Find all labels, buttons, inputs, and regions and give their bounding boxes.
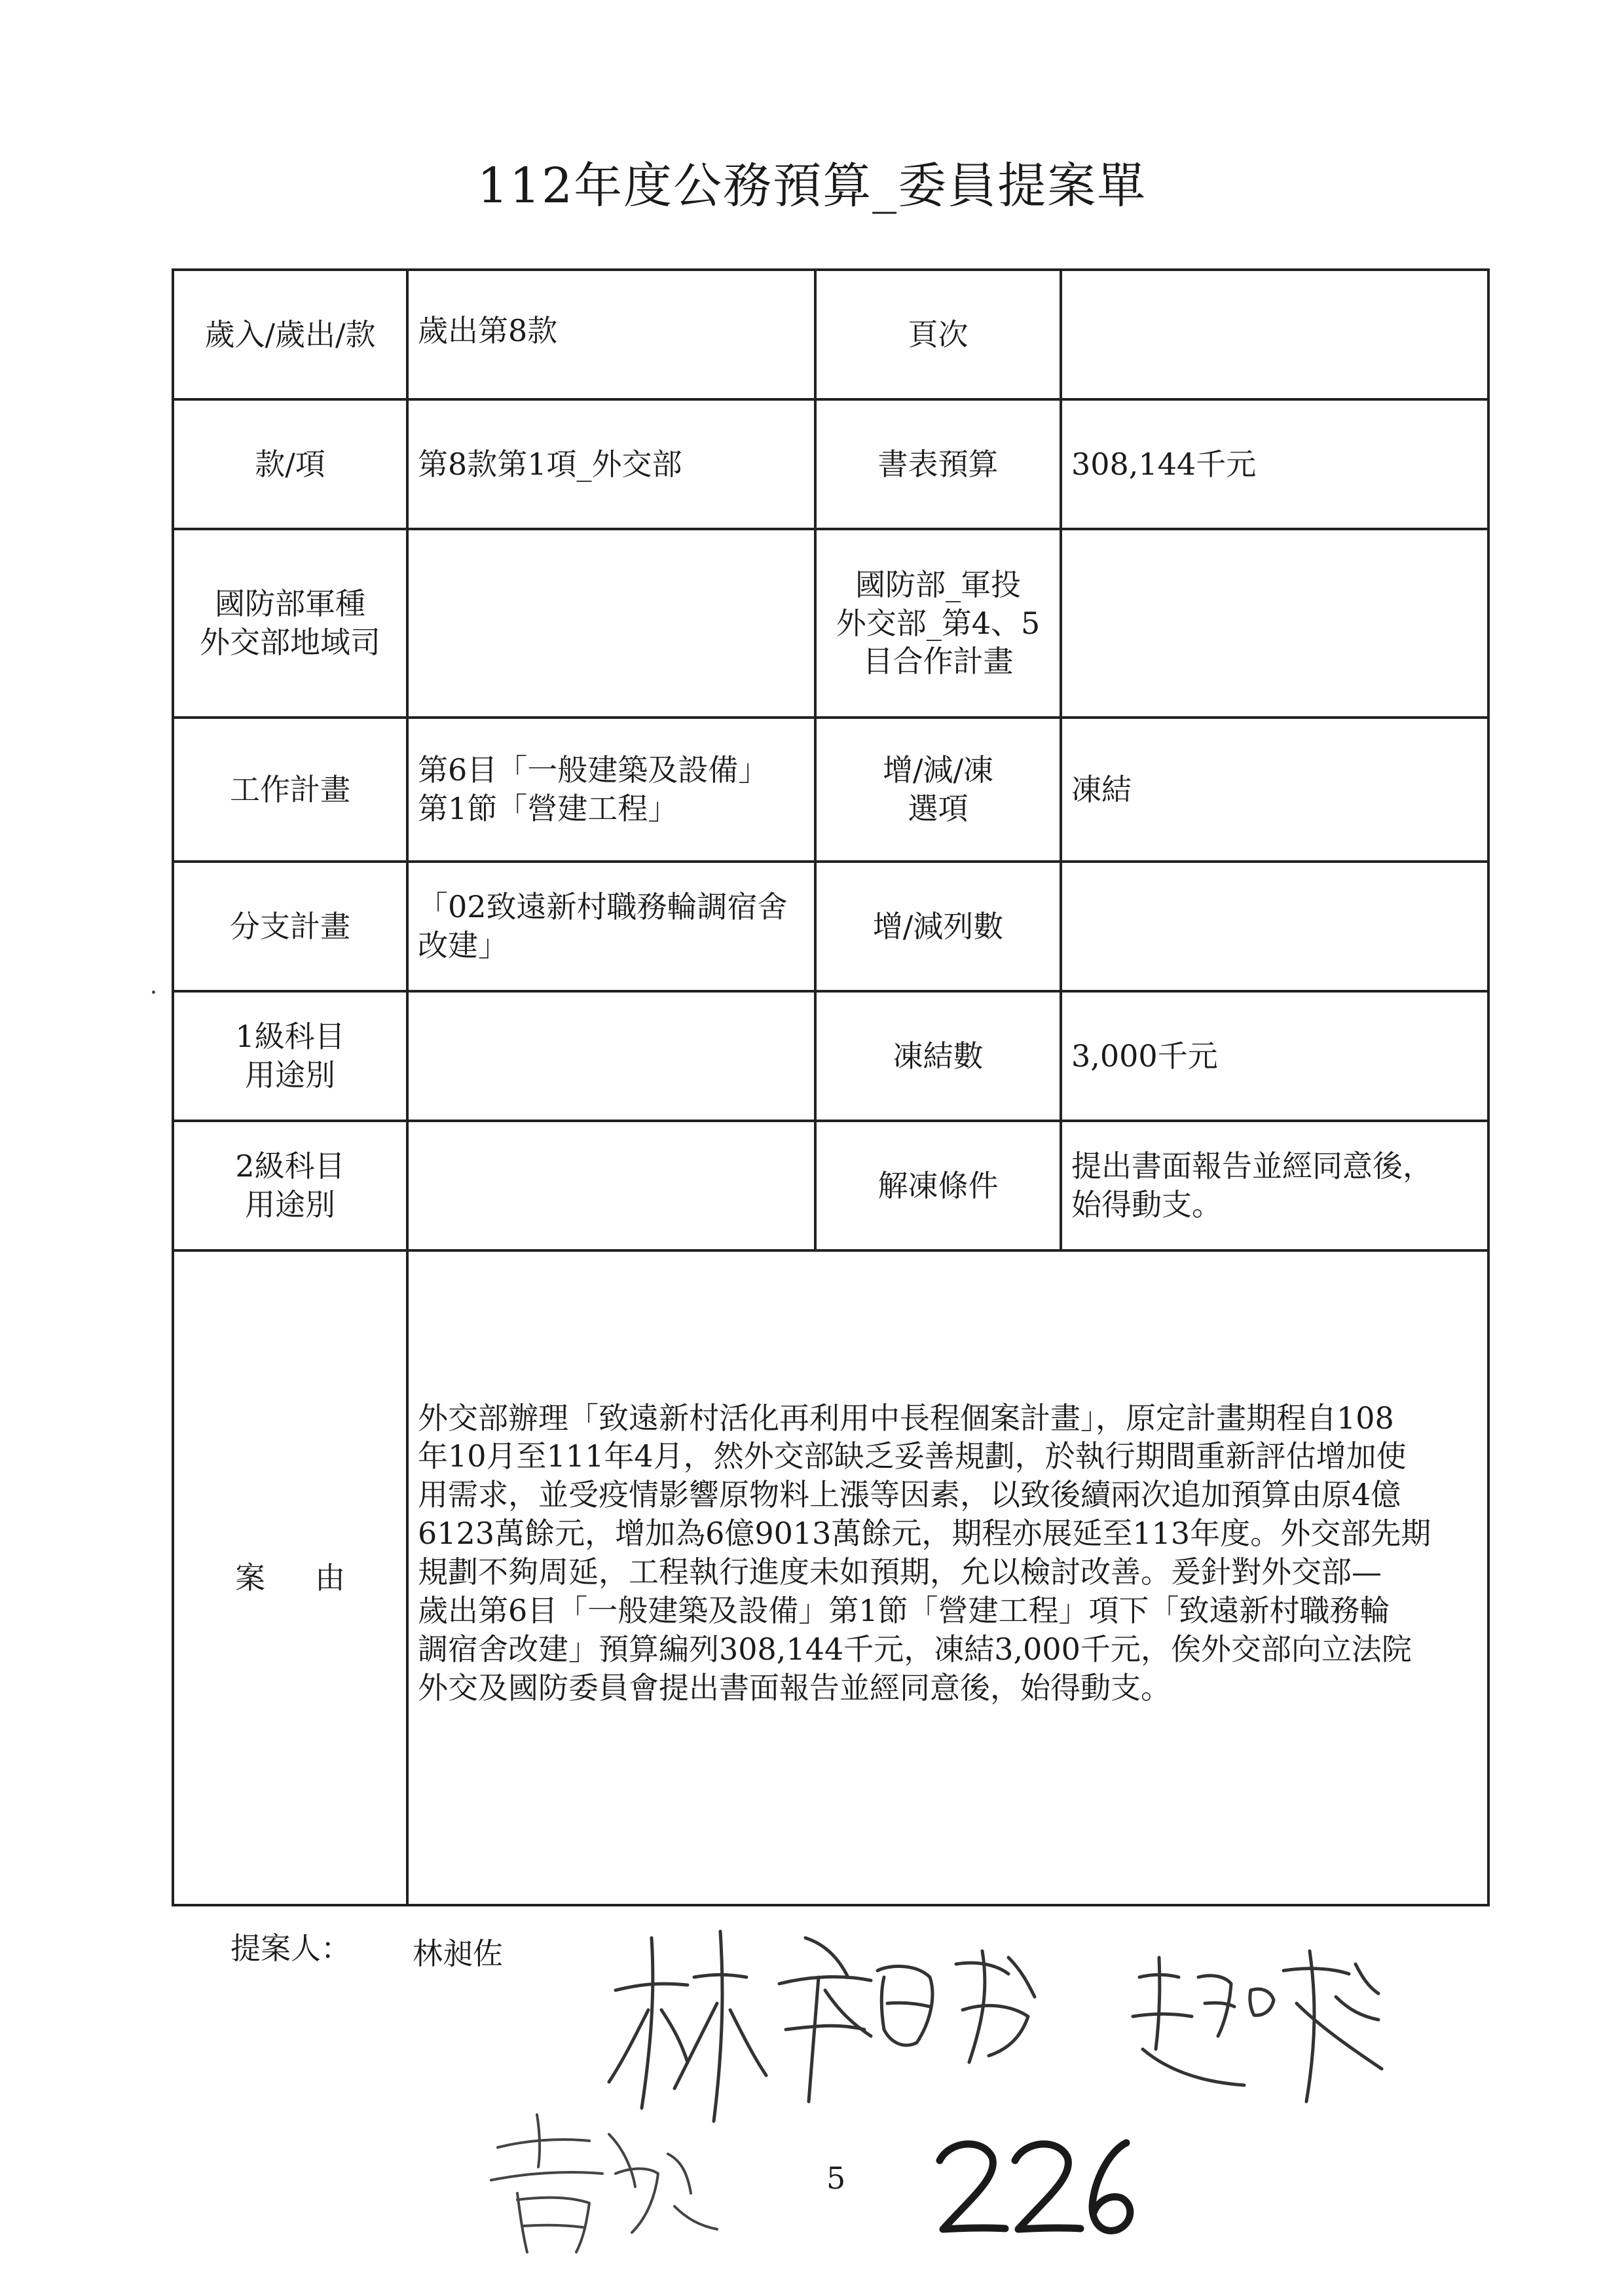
- field-value: 第8款第1項_外交部: [407, 399, 815, 529]
- field-value: [407, 1121, 815, 1250]
- field-value: [407, 718, 815, 862]
- case-reason-line: 規劃不夠周延，工程執行進度未如預期，允以檢討改善。爰針對外交部—: [418, 1554, 1382, 1590]
- field-label: 頁次: [815, 270, 1061, 399]
- field-label-line: 外交部_第4、5: [836, 605, 1041, 641]
- field-value-line: 提出書面報告並經同意後，: [1071, 1148, 1433, 1184]
- field-value: [1061, 1121, 1488, 1250]
- form-row: [173, 718, 1488, 862]
- case-reason-line: 調宿舍改建」預算編列308,144千元，凍結3,000千元，俟外交部向立法院: [418, 1631, 1412, 1667]
- field-label-line: 外交部地域司: [200, 625, 380, 660]
- case-reason-line: 用需求，並受疫情影響原物料上漲等因素，以致後續兩次追加預算由原4億: [418, 1477, 1401, 1513]
- field-label-line: 用途別: [245, 1057, 335, 1093]
- field-value: [407, 991, 815, 1121]
- field-label: 增/減列數: [815, 862, 1061, 991]
- field-label: [173, 991, 407, 1121]
- field-label-line: 2級科目: [235, 1148, 345, 1184]
- scan-speck: [152, 991, 155, 994]
- field-label: [815, 718, 1061, 862]
- field-value-line: 第1節「營建工程」: [418, 791, 678, 826]
- proposer-label: 提案人：: [231, 1931, 351, 1966]
- field-value-line: 改建」: [418, 928, 508, 963]
- field-value-line: 「02致遠新村職務輪調宿舍: [418, 889, 788, 925]
- case-label: [173, 1250, 407, 1905]
- proposal-form-table: [172, 268, 1490, 1906]
- signature-3: [478, 2095, 727, 2272]
- case-reason-line: 歲出第6目「一般建築及設備」第1節「營建工程」項下「致遠新村職務輪: [418, 1592, 1390, 1628]
- field-label: 解凍條件: [815, 1121, 1061, 1250]
- field-label: [173, 1121, 407, 1250]
- field-label: [815, 529, 1061, 718]
- field-value: 308,144千元: [1061, 399, 1488, 529]
- field-label: [173, 529, 407, 718]
- field-value: [407, 529, 815, 718]
- field-value: [1061, 862, 1488, 991]
- field-label-line: 目合作計畫: [862, 644, 1014, 680]
- field-value: 歲出第8款: [407, 270, 815, 399]
- case-label-char: 案: [235, 1559, 265, 1595]
- form-row: [173, 862, 1488, 991]
- form-row: [173, 1121, 1488, 1250]
- field-label: 分支計畫: [173, 862, 407, 991]
- case-reason: [407, 1250, 1488, 1905]
- field-label: 歲入/歲出/款: [173, 270, 407, 399]
- case-reason-line: 外交部辦理「致遠新村活化再利用中長程個案計畫」，原定計畫期程自108: [418, 1400, 1394, 1436]
- proposer-name: 林昶佐: [413, 1936, 503, 1971]
- handwritten-page-number: [930, 2131, 1146, 2249]
- form-row: [173, 991, 1488, 1121]
- case-row: [173, 1250, 1488, 1905]
- document-title: 112年度公務預算_委員提案單: [477, 158, 1147, 214]
- field-value: [407, 862, 815, 991]
- field-label: 款/項: [173, 399, 407, 529]
- field-value: [1061, 270, 1488, 399]
- field-label-line: 用途別: [245, 1187, 335, 1222]
- field-value: 凍結: [1061, 718, 1488, 862]
- case-reason-line: 年10月至111年4月，然外交部缺乏妥善規劃，於執行期間重新評估增加使: [418, 1438, 1407, 1474]
- field-label: 工作計畫: [173, 718, 407, 862]
- field-label-line: 選項: [908, 791, 969, 826]
- form-row: [173, 270, 1488, 399]
- field-label-line: 1級科目: [235, 1019, 345, 1055]
- page-number: 5: [826, 2160, 846, 2196]
- field-value: 3,000千元: [1061, 991, 1488, 1121]
- case-reason-line: 外交及國防委員會提出書面報告並經同意後，始得動支。: [418, 1669, 1171, 1705]
- field-label-line: 國防部軍種: [215, 586, 365, 622]
- form-row: [173, 529, 1488, 718]
- case-label-char: 由: [315, 1559, 345, 1595]
- field-value-line: 始得動支。: [1071, 1187, 1222, 1222]
- field-value-line: 第6目「一般建築及設備」: [418, 752, 769, 788]
- case-reason-line: 6123萬餘元，增加為6億9013萬餘元，期程亦展延至113年度。外交部先期: [418, 1516, 1431, 1552]
- field-label-line: 國防部_軍投: [855, 566, 1021, 602]
- field-label-line: 增/減/凍: [883, 752, 993, 788]
- signature-2: [1120, 1938, 1401, 2134]
- field-label: 凍結數: [815, 991, 1061, 1121]
- form-row: [173, 399, 1488, 529]
- field-value: [1061, 529, 1488, 718]
- field-label: 書表預算: [815, 399, 1061, 529]
